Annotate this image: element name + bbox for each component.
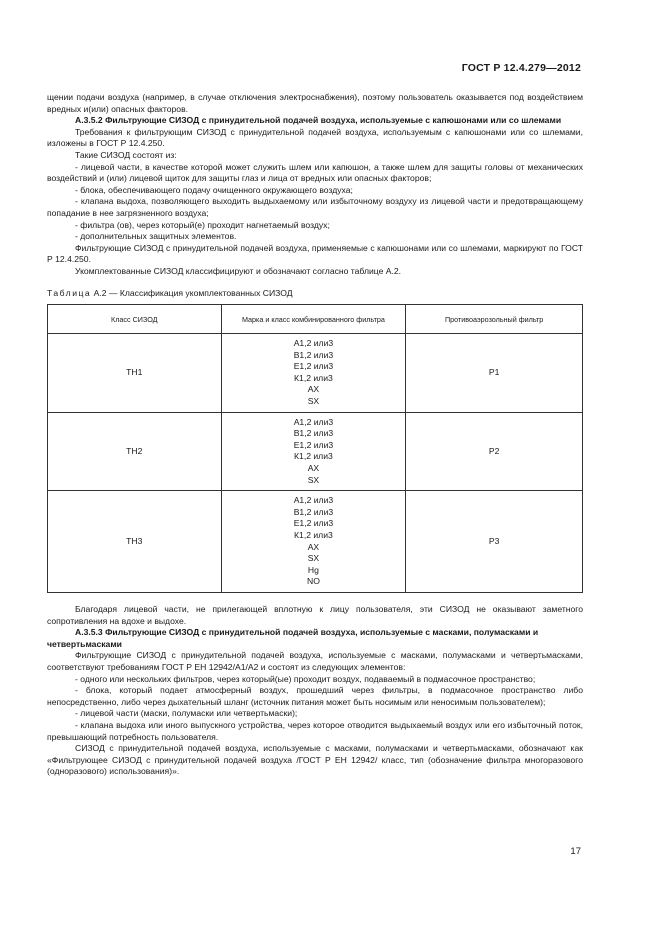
- paragraph: Фильтрующие СИЗОД с принудительной подачей воздуха, применяемые с капюшонами или со шлемами, маркируют по ГОСТ Р 12.4.250.: [47, 242, 583, 265]
- paragraph: Такие СИЗОД состоят из:: [75, 149, 177, 160]
- mark-line: К1,2 или3: [294, 451, 333, 462]
- mark-line: В1,2 или3: [293, 506, 334, 517]
- table-row: [48, 412, 583, 491]
- mark-line: К1,2 или3: [294, 372, 333, 383]
- paragraph: Благодаря лицевой части, не прилегающей вплотную к лицу пользователя, эти СИЗОД не оказывают заметного сопротивления на вдохе и выдохе.: [47, 603, 583, 626]
- mark-line: А1,2 или3: [293, 495, 334, 506]
- list-item: - блока, обеспечивающего подачу очищенного окружающего воздуха;: [75, 184, 353, 195]
- table-cell-filter: P3: [406, 491, 583, 593]
- table-cell-class: TH2: [48, 412, 222, 491]
- mark-line: SX: [307, 553, 320, 564]
- list-item: - одного или нескольких фильтров, через который(ые) проходит воздух, подаваемый в подмасочное пространство;: [75, 673, 536, 684]
- mark-line: SX: [307, 474, 320, 485]
- mark-line: АХ: [307, 463, 320, 474]
- list-item: - клапана выдоха, позволяющего выходить выдыхаемому или избыточному воздуху из лицевой части и предотвращающему попадание в нее загрязненного воздуха;: [47, 196, 583, 218]
- table-cell-class: TH1: [48, 334, 222, 413]
- table-header-row: [48, 305, 583, 334]
- mark-line: АХ: [307, 384, 320, 395]
- column-header-marks: Марка и класс комбинированного фильтра: [221, 305, 406, 334]
- mark-line: Е1,2 или3: [293, 361, 334, 372]
- table-cell-marks: [221, 334, 406, 413]
- list-item: - дополнительных защитных элементов.: [75, 231, 237, 242]
- table-row: [48, 334, 583, 413]
- table-cell-class: TH3: [48, 491, 222, 593]
- paragraph: Фильтрующие СИЗОД с принудительной подачей воздуха, используемые с масками, полумасками и четвертьмасками, соответствуют требованиям ГОСТ Р ЕН 12942/А1/А2 и состоят из следующих элементов:: [47, 650, 583, 672]
- section-heading-a352: А.3.5.2 Фильтрующие СИЗОД с принудительной подачей воздуха, используемые с капюшонами или со шлемами: [75, 115, 562, 126]
- table-cell-marks: [221, 412, 406, 491]
- table-cell-marks: [221, 491, 406, 593]
- list-item: - фильтра (ов), через который(е) проходит нагнетаемый воздух;: [75, 219, 330, 230]
- page-number: 17: [570, 846, 581, 857]
- paragraph: Требования к фильтрующим СИЗОД с принудительной подачей воздуха, используемым с капюшонами или со шлемами, изложены в ГОСТ Р 12.4.250.: [47, 126, 583, 149]
- document-header: ГОСТ Р 12.4.279—2012: [461, 62, 581, 74]
- mark-line: К1,2 или3: [294, 530, 333, 540]
- table-cell-filter: P1: [406, 334, 583, 413]
- table-caption: [47, 288, 583, 300]
- list-item: - клапана выдоха или иного выпускного устройства, через которое отводится выдыхаемый воздух или его избыточный поток, превышающий потребность пользователя.: [47, 719, 583, 742]
- mark-line: Е1,2 или3: [293, 518, 334, 529]
- column-header-filter: Противоаэрозольный фильтр: [406, 305, 583, 334]
- mark-line: SX: [307, 396, 320, 407]
- list-item: - лицевой части (маски, полумаски или четвертьмаски);: [75, 708, 298, 719]
- table-cell-filter: P2: [406, 412, 583, 491]
- mark-line: В1,2 или3: [293, 428, 334, 439]
- mark-line: Е1,2 или3: [293, 439, 334, 450]
- mark-line: NO: [306, 576, 320, 587]
- section-heading-a353: А.3.5.3 Фильтрующие СИЗОД с принудительной подачей воздуха, используемые с масками, полумасками и четвертьмасками: [47, 627, 539, 649]
- mark-line: АХ: [307, 541, 320, 552]
- paragraph: СИЗОД с принудительной подачей воздуха, используемые с масками, полумасками и четвертьмасками, обозначают как «Фильтрующее СИЗОД с принудительной подачей воздуха /ГОСТ Р ЕН 12942/ класс, тип (обозначение фильтра многоразового (одноразового) использования)».: [47, 743, 583, 777]
- mark-line: А1,2 или3: [293, 338, 334, 349]
- column-header-class: Класс СИЗОД: [48, 305, 222, 334]
- table-caption-label: Таблица: [47, 287, 92, 298]
- table-caption-text: А.2 — Классификация укомплектованных СИЗОД: [93, 287, 293, 298]
- page-content: [47, 92, 583, 778]
- mark-line: В1,2 или3: [293, 349, 334, 360]
- mark-line: Hg: [307, 564, 319, 575]
- table-row: [48, 491, 583, 593]
- continued-paragraph: щении подачи воздуха (например, в случае отключения электроснабжения), поэтому пользователь оказывается под воздействием вредных и(или) опасных факторов.: [47, 92, 583, 114]
- mark-line: А1,2 или3: [293, 416, 334, 427]
- list-item: - блока, который подает атмосферный воздух, прошедший через фильтры, в подмасочное пространство либо непосредственно, либо через дыхательный шланг (источник питания может быть носимым или неносимым пользователем);: [47, 685, 583, 707]
- paragraph: Укомплектованные СИЗОД классифицируют и обозначают согласно таблице А.2.: [75, 265, 402, 276]
- classification-table: [47, 304, 583, 593]
- list-item: - лицевой части, в качестве которой может служить шлем или капюшон, а также шлем для защиты головы от механических воздействий и (или) лицевой щиток для защиты глаз и лица от вредных или опасных факторов;: [47, 161, 583, 184]
